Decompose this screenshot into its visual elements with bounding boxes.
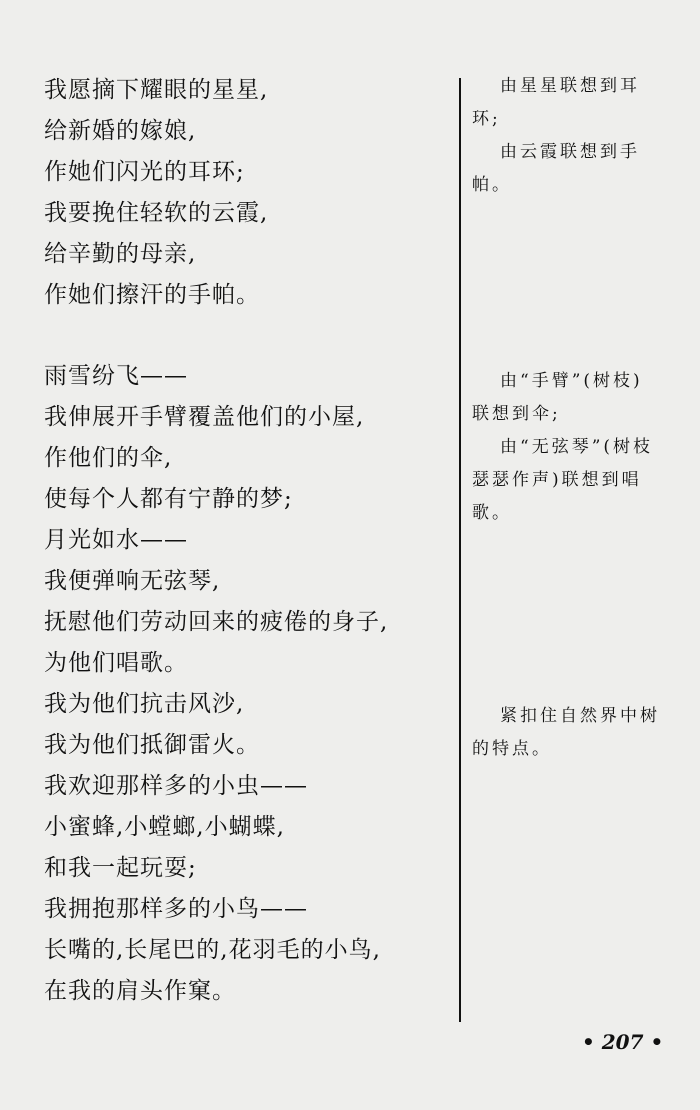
note-paragraph: 紧扣住自然界中树的特点。 xyxy=(472,706,660,759)
poem-line: 作他们的伞, xyxy=(44,445,173,471)
margin-divider xyxy=(459,78,461,1022)
poem-line: 和我一起玩耍; xyxy=(44,855,197,881)
poem-line: 我伸展开手臂覆盖他们的小屋, xyxy=(44,404,365,430)
poem-stanza xyxy=(44,70,268,316)
poem-stanza xyxy=(44,356,388,1012)
poem-line: 给新婚的嫁娘, xyxy=(44,118,197,144)
poem-line: 长嘴的,长尾巴的,花羽毛的小鸟, xyxy=(44,937,381,963)
poem-line: 为他们唱歌。 xyxy=(44,650,188,676)
poem-line: 使每个人都有宁静的梦; xyxy=(44,486,293,512)
margin-note xyxy=(472,700,662,766)
note-paragraph: 由“无弦琴”(树枝瑟瑟作声)联想到唱歌。 xyxy=(472,437,654,523)
poem-line: 给辛勤的母亲, xyxy=(44,241,197,267)
poem-line: 雨雪纷飞—— xyxy=(44,363,188,389)
poem-line: 小蜜蜂,小螳螂,小蝴蝶, xyxy=(44,814,285,840)
poem-line: 我愿摘下耀眼的星星, xyxy=(44,77,269,103)
margin-note xyxy=(472,365,662,530)
poem-line: 作她们闪光的耳环; xyxy=(44,159,245,185)
poem-line: 我欢迎那样多的小虫—— xyxy=(44,773,308,799)
margin-note xyxy=(472,70,662,202)
note-paragraph: 由星星联想到耳环; xyxy=(472,76,640,129)
note-paragraph: 由云霞联想到手帕。 xyxy=(472,142,640,195)
poem-line: 作她们擦汗的手帕。 xyxy=(44,282,260,308)
poem-line: 我拥抱那样多的小鸟—— xyxy=(44,896,308,922)
poem-line: 我便弹响无弦琴, xyxy=(44,568,221,594)
poem-line: 在我的肩头作窠。 xyxy=(44,978,236,1004)
poem-line: 我为他们抵御雷火。 xyxy=(44,732,260,758)
poem-line: 月光如水—— xyxy=(44,527,188,553)
page-number: • 207 • xyxy=(582,1030,664,1054)
poem-line: 我要挽住轻软的云霞, xyxy=(44,200,269,226)
poem-line: 抚慰他们劳动回来的疲倦的身子, xyxy=(44,609,389,635)
poem-line: 我为他们抗击风沙, xyxy=(44,691,245,717)
note-paragraph: 由“手臂”(树枝)联想到伞; xyxy=(472,371,643,424)
